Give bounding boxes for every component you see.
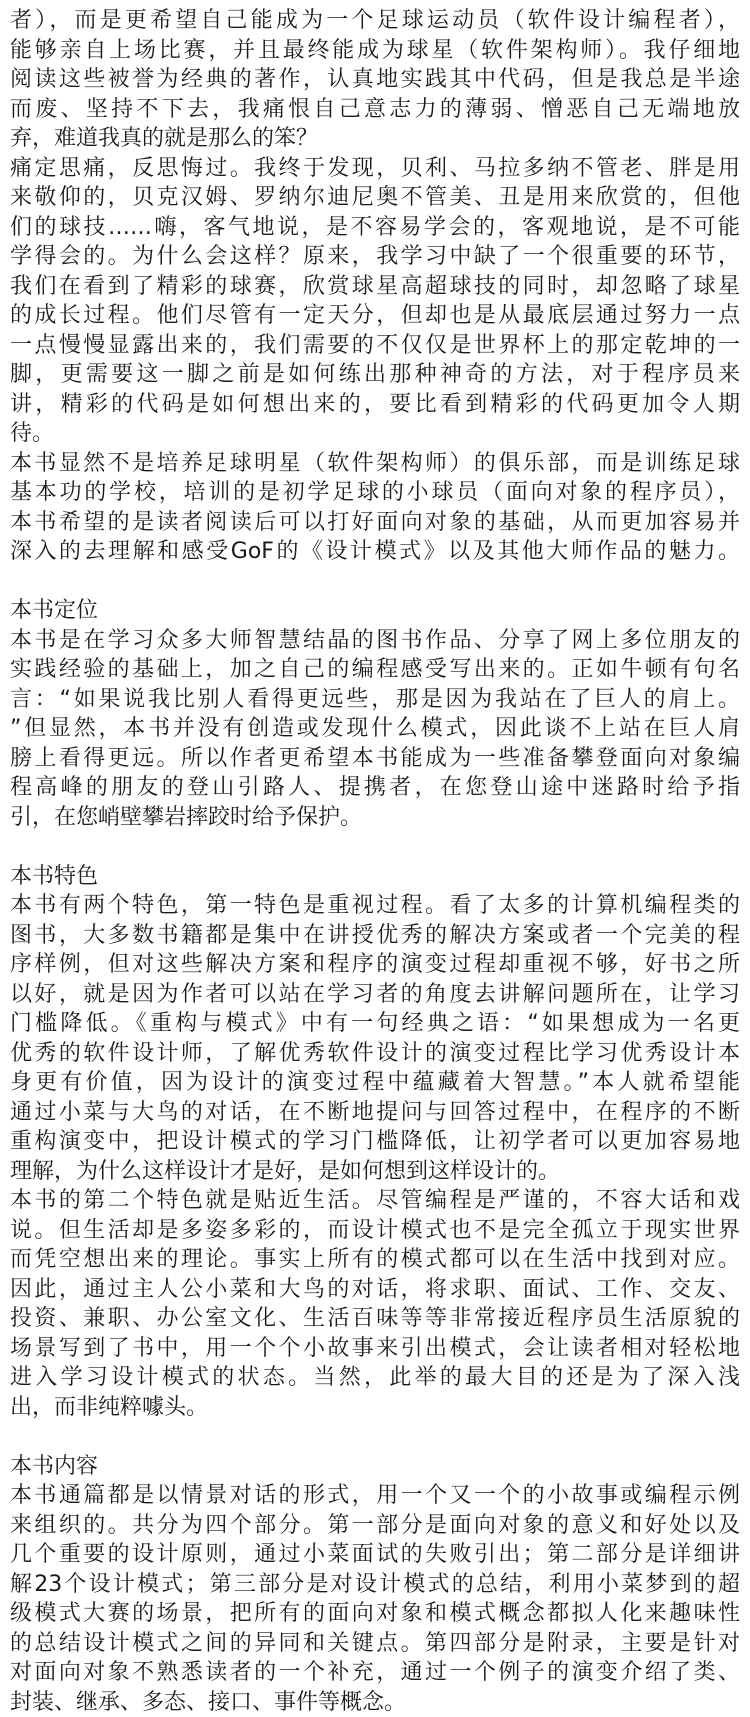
text-line: 学得会的。为什么会这样？原来，我学习中缺了一个很重要的环节， <box>10 242 740 272</box>
text-line: 说。但生活却是多姿多彩的，而设计模式也不是完全孤立于现实世界 <box>10 1216 740 1246</box>
section-heading-contents: 本书内容 <box>10 1452 740 1482</box>
text-line: 出，而非纯粹噱头。 <box>10 1393 740 1423</box>
text-line: 引，在您峭壁攀岩摔跤时给予保护。 <box>10 803 740 833</box>
text-line: 本书显然不是培养足球明星（软件架构师）的俱乐部，而是训练足球 <box>10 449 740 479</box>
text-line: 通过小菜与大鸟的对话，在不断地提问与回答过程中，在程序的不断 <box>10 1098 740 1128</box>
text-line: 本书有两个特色，第一特色是重视过程。看了太多的计算机编程类的 <box>10 891 740 921</box>
text-line: 基本功的学校，培训的是初学足球的小球员（面向对象的程序员）， <box>10 478 740 508</box>
text-line: 理解，为什么这样设计才是好，是如何想到这样设计的。 <box>10 1157 740 1187</box>
text-line: 来组织的。共分为四个部分。第一部分是面向对象的意义和好处以及 <box>10 1511 740 1541</box>
text-line: 而废、坚持不下去，我痛恨自己意志力的薄弱、憎恶自己无端地放 <box>10 95 740 125</box>
text-line: 本书希望的是读者阅读后可以打好面向对象的基础，从而更加容易并 <box>10 508 740 538</box>
intro-section <box>10 6 740 567</box>
text-line: 而凭空想出来的理论。事实上所有的模式都可以在生活中找到对应。 <box>10 1245 740 1275</box>
text-line: 讲，精彩的代码是如何想出来的，要比看到精彩的代码更加令人期 <box>10 390 740 420</box>
text-line: 实践经验的基础上，加之自己的编程感受写出来的。正如牛顿有句名 <box>10 655 740 685</box>
text-line: 脚，更需要这一脚之前是如何练出那种神奇的方法，对于程序员来 <box>10 360 740 390</box>
text-line: 进入学习设计模式的状态。当然，此举的最大目的还是为了深入浅 <box>10 1363 740 1393</box>
text-line: 的总结设计模式之间的异同和关键点。第四部分是附录，主要是针对 <box>10 1629 740 1659</box>
section-heading-features: 本书特色 <box>10 862 740 892</box>
text-line: 我们在看到了精彩的球赛，欣赏球星高超球技的同时，却忽略了球星 <box>10 272 740 302</box>
text-line: 本书是在学习众多大师智慧结晶的图书作品、分享了网上多位朋友的 <box>10 626 740 656</box>
text-line: 对面向对象不熟悉读者的一个补充，通过一个例子的演变介绍了类、 <box>10 1658 740 1688</box>
text-line: 能够亲自上场比赛，并且最终能成为球星（软件架构师）。我仔细地 <box>10 36 740 66</box>
text-line: 以好，就是因为作者可以站在学习者的角度去讲解问题所在，让学习 <box>10 980 740 1010</box>
text-line: 待。 <box>10 419 740 449</box>
text-line: 封装、继承、多态、接口、事件等概念。 <box>10 1688 740 1717</box>
text-line: 膀上看得更远。所以作者更希望本书能成为一些准备攀登面向对象编 <box>10 744 740 774</box>
text-line: 级模式大赛的场景，把所有的面向对象和模式概念都拟人化来趣味性 <box>10 1599 740 1629</box>
text-line: 因此，通过主人公小菜和大鸟的对话，将求职、面试、工作、交友、 <box>10 1275 740 1305</box>
text-line: 重构演变中，把设计模式的学习门槛降低，让初学者可以更加容易地 <box>10 1127 740 1157</box>
positioning-section <box>10 596 740 832</box>
text-line: 来敬仰的，贝克汉姆、罗纳尔迪尼奥不管美、丑是用来欣赏的，但他 <box>10 183 740 213</box>
section-heading-positioning: 本书定位 <box>10 596 740 626</box>
text-line: 优秀的软件设计师，了解优秀软件设计的演变过程比学习优秀设计本 <box>10 1039 740 1069</box>
text-line: 图书，大多数书籍都是集中在讲授优秀的解决方案或者一个完美的程 <box>10 921 740 951</box>
text-line: 的成长过程。他们尽管有一定天分，但却也是从最底层通过努力一点 <box>10 301 740 331</box>
paragraph-gap <box>10 1422 740 1452</box>
contents-section <box>10 1452 740 1717</box>
text-line: 场景写到了书中，用一个个小故事来引出模式，会让读者相对轻松地 <box>10 1334 740 1364</box>
text-line: 痛定思痛，反思悔过。我终于发现，贝利、马拉多纳不管老、胖是用 <box>10 154 740 184</box>
text-line: 者），而是更希望自己能成为一个足球运动员（软件设计编程者）， <box>10 6 740 36</box>
features-section <box>10 862 740 1423</box>
text-line: 本书的第二个特色就是贴近生活。尽管编程是严谨的，不容大话和戏 <box>10 1186 740 1216</box>
text-line: 序样例，但对这些解决方案和程序的演变过程却重视不够，好书之所 <box>10 950 740 980</box>
text-line: ”但显然，本书并没有创造或发现什么模式，因此谈不上站在巨人肩 <box>10 714 740 744</box>
paragraph-gap <box>10 567 740 597</box>
text-line: 几个重要的设计原则，通过小菜面试的失败引出；第二部分是详细讲 <box>10 1540 740 1570</box>
text-line: 言：“如果说我比别人看得更远些，那是因为我站在了巨人的肩上。 <box>10 685 740 715</box>
text-line: 们的球技……嗨，客气地说，是不容易学会的，客观地说，是不可能 <box>10 213 740 243</box>
text-line: 弃，难道我真的就是那么的笨？ <box>10 124 740 154</box>
text-line: 门槛降低。《重构与模式》中有一句经典之语：“如果想成为一名更 <box>10 1009 740 1039</box>
text-line: 程高峰的朋友的登山引路人、提携者，在您登山途中迷路时给予指 <box>10 773 740 803</box>
text-line: 身更有价值，因为设计的演变过程中蕴藏着大智慧。”本人就希望能 <box>10 1068 740 1098</box>
text-line: 本书通篇都是以情景对话的形式，用一个又一个的小故事或编程示例 <box>10 1481 740 1511</box>
text-line: 投资、兼职、办公室文化、生活百味等等非常接近程序员生活原貌的 <box>10 1304 740 1334</box>
text-line: 解23个设计模式；第三部分是对设计模式的总结，利用小菜梦到的超 <box>10 1570 740 1600</box>
paragraph-gap <box>10 832 740 862</box>
text-line: 一点慢慢显露出来的，我们需要的不仅仅是世界杯上的那定乾坤的一 <box>10 331 740 361</box>
text-line: 阅读这些被誉为经典的著作，认真地实践其中代码，但是我总是半途 <box>10 65 740 95</box>
text-line: 深入的去理解和感受GoF的《设计模式》以及其他大师作品的魅力。 <box>10 537 740 567</box>
